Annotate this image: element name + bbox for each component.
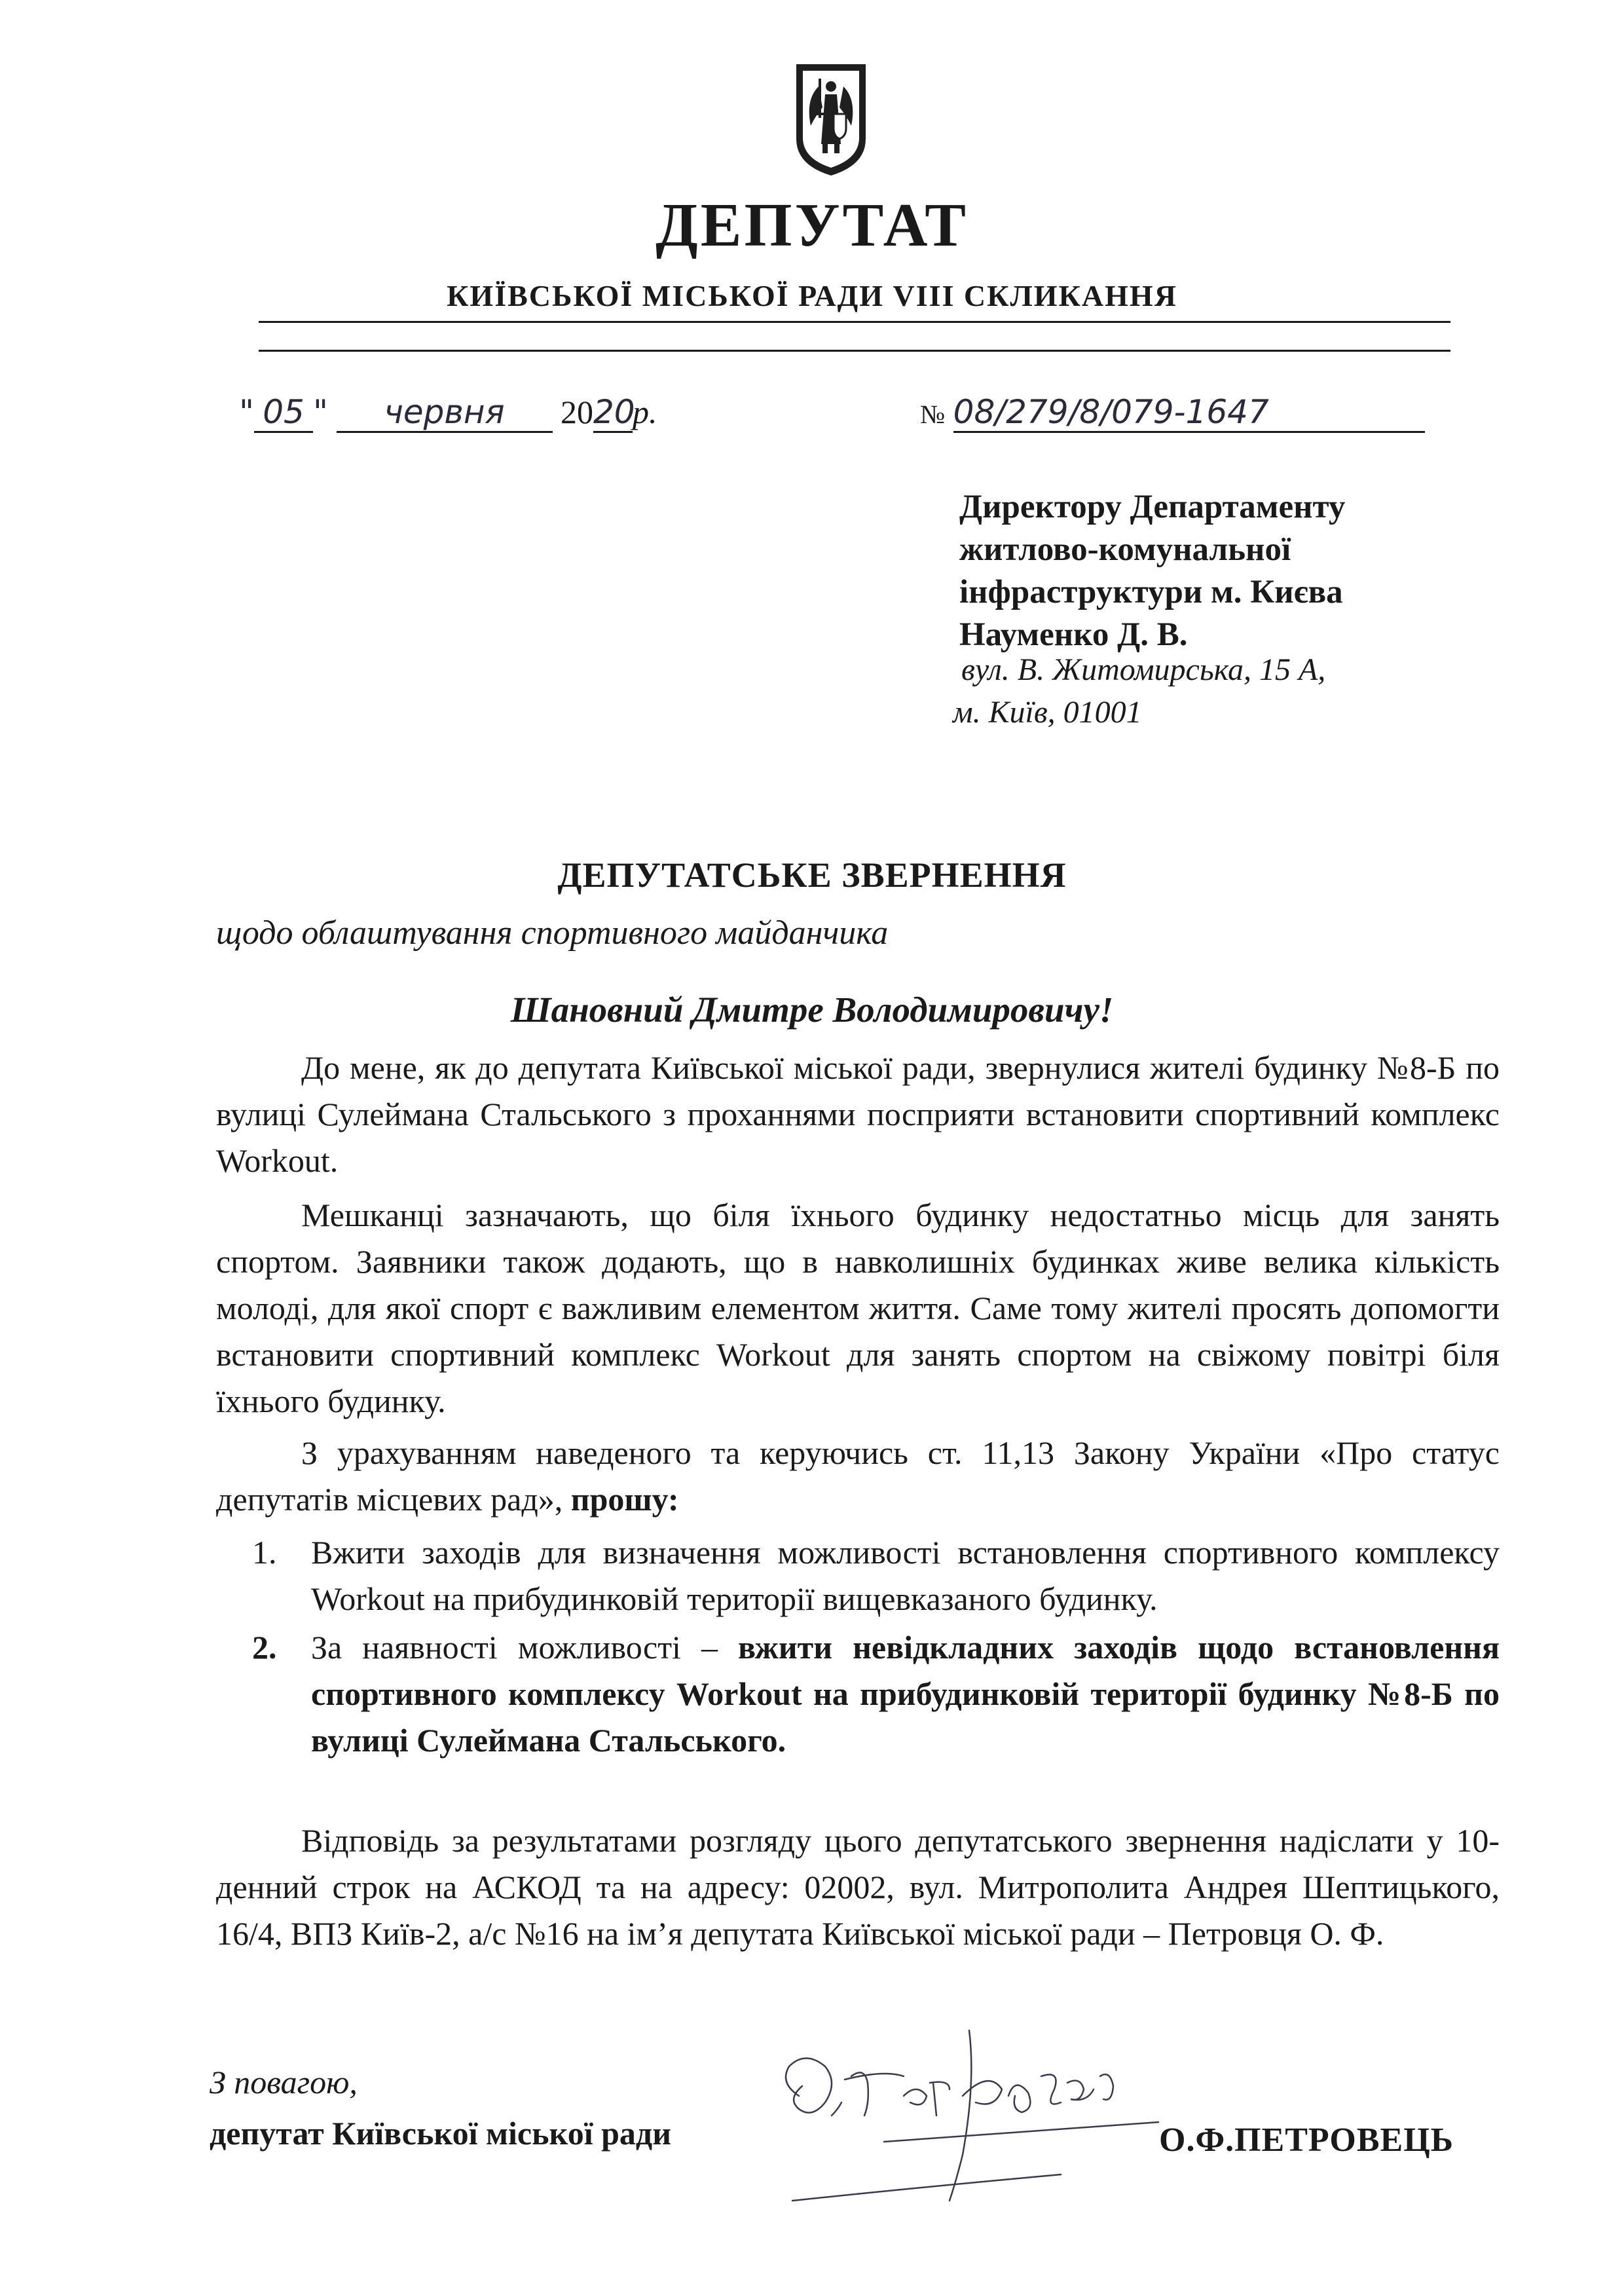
header-divider-bottom	[259, 350, 1450, 352]
document-heading: ДЕПУТАТСЬКЕ ЗВЕРНЕННЯ	[557, 855, 1067, 895]
body-paragraph-2: Мешканці зазначають, що біля їхнього будинку недостатньо місць для занять спортом. Заявники також додають, що в навколишніх будинках живе велика кількість молоді, для якої спорт є важливим елементом життя. Саме тому жителі просять допомогти встановити спортивний комплекс Workout для занять спортом на свіжому повітрі біля їхнього будинку.	[216, 1197, 1500, 1419]
registration-number	[920, 393, 1425, 433]
signer-name: О.Ф.ПЕТРОВЕЦЬ	[1159, 2121, 1454, 2159]
request-item-2-number: 2.	[252, 1629, 277, 1666]
date-month: червня	[337, 393, 553, 433]
date-year-prefix: 20	[561, 394, 593, 430]
paragraph-3-text: З урахуванням наведеного та керуючись ст. 11,13 Закону України «Про статус депутатів місцевих рад»,	[216, 1434, 1500, 1518]
body-paragraph-1: До мене, як до депутата Київської міської ради, звернулися жителі будинку №8-Б по вулиці Сулеймана Стальського з проханнями посприяти встановити спортивний комплекс Workout.	[216, 1049, 1500, 1179]
body-paragraph-3	[216, 1430, 1500, 1523]
addressee-line-4: Науменко Д. В.	[959, 616, 1188, 653]
page-subtitle: КИЇВСЬКОЇ МІСЬКОЇ РАДИ VIII СКЛИКАННЯ	[447, 279, 1177, 312]
request-item-2-text-bold: вжити невідкладних заходів щодо встановлення спортивного комплексу Workout на прибудинковій території будинку №8-Б по вулиці Сулеймана Стальського.	[311, 1629, 1500, 1759]
signer-position: депутат Київської міської ради	[210, 2115, 672, 2152]
date-quote-open: "	[239, 393, 254, 431]
date-quote-close: "	[313, 393, 328, 431]
kyiv-coat-of-arms-icon	[792, 60, 870, 178]
date-year-unit: р.	[633, 394, 657, 430]
addressee-line-1: Директору Департаменту	[959, 489, 1346, 525]
addressee-line-3: інфраструктури м. Києва	[959, 574, 1343, 610]
salutation: Шановний Дмитре Володимировичу!	[510, 990, 1114, 1030]
header-divider-top	[259, 321, 1450, 323]
request-item-2-text	[259, 1624, 1500, 1764]
request-item-2-text-start: За наявності можливості –	[311, 1629, 739, 1666]
body-paragraph-4: Відповідь за результатами розгляду цього депутатського звернення надіслати у 10-денний строк на АСКОД та на адресу: 02002, вул. Митрополита Андрея Шептицького, 16/4, ВПЗ Київ-2, а/с №16 на ім’я депутата Київської міської ради – Петровця О. Ф.	[216, 1822, 1500, 1952]
number-sign: №	[920, 400, 946, 429]
page-title: ДЕПУТАТ	[655, 191, 969, 259]
number-value: 08/279/8/079-1647	[953, 393, 1425, 433]
document-subject: щодо облаштування спортивного майданчика	[216, 914, 889, 952]
handwritten-signature-icon	[753, 2004, 1159, 2220]
request-item-1	[252, 1529, 1500, 1622]
addressee-address-2: м. Київ, 01001	[953, 695, 1142, 730]
addressee-line-2: житлово-комунальної	[959, 531, 1291, 568]
addressee-address-1: вул. В. Житомирська, 15 А,	[961, 652, 1326, 687]
request-item-1-number: 1.	[252, 1534, 277, 1571]
date-day: 05	[254, 393, 313, 433]
closing-regards: З повагою,	[210, 2064, 358, 2100]
paragraph-3-colon: :	[667, 1481, 679, 1518]
addressee-block	[959, 486, 1345, 656]
registration-date	[239, 393, 657, 433]
request-item-1-text: Вжити заходів для визначення можливості встановлення спортивного комплексу Workout на прибудинковій території вищевказаного будинку.	[311, 1534, 1500, 1617]
date-year-suffix: 20	[593, 393, 633, 433]
request-item-2	[252, 1624, 1500, 1764]
paragraph-3-request: прошу	[570, 1481, 668, 1518]
